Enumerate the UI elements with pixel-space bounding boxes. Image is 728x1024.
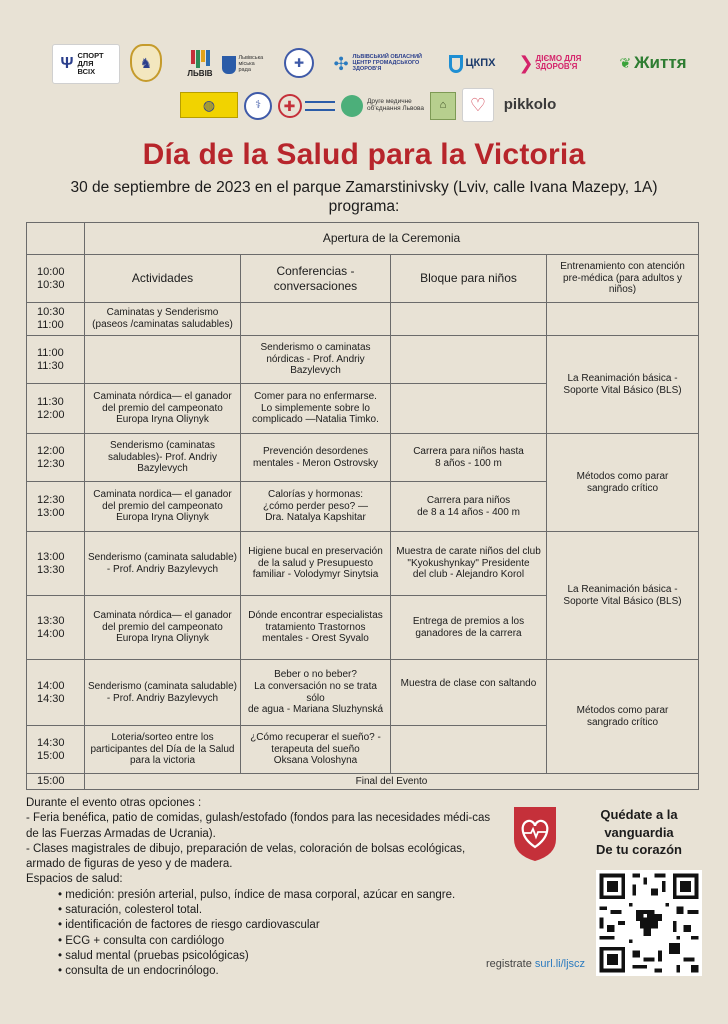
time-cell: 14:00 14:30 [27, 660, 85, 726]
notes-intro: Durante el evento otras opciones : [26, 797, 202, 809]
heart-ribbon-icon: ♡ [469, 94, 487, 115]
green-square-logo [430, 92, 456, 120]
diemo-logo [512, 48, 594, 78]
page-subtitle [0, 178, 728, 216]
sport-for-all-logo [52, 44, 120, 84]
qr-code-icon[interactable] [596, 870, 702, 976]
green-circle-icon [341, 95, 363, 117]
table-row [27, 660, 699, 726]
activity-cell: Loteria/sorteo entre los participantes del Día de la Salud para la victoria [85, 726, 241, 774]
talk-cell [241, 303, 391, 336]
health-spaces-label: Espacios de salud: [26, 873, 123, 886]
activity-cell: Senderismo (caminata saludable) - Prof. Andriy Bazylevych [85, 532, 241, 596]
trident-icon: Ψ [60, 54, 74, 72]
list-item: • consulta de un endocrinólogo. [58, 964, 496, 979]
list-item: • saturación, colesterol total. [58, 903, 496, 918]
activity-cell: Caminata nórdica— el ganador del premio del campeonato Europa Iryna Oliynyk [85, 384, 241, 434]
kids-cell: Muestra de clase con saltando [391, 660, 547, 726]
lviv-oblast-emblem-icon: ♞ [130, 44, 162, 82]
training-block-bleeding: Métodos como parar sangrado crítico [547, 434, 699, 532]
talk-cell: Calorías y hormonas: ¿cómo perder peso? — Dra. Natalya Kapshitar [241, 482, 391, 532]
activity-cell: Caminatas y Senderismo (paseos /caminatas saludables) [85, 303, 241, 336]
lviv-council-logo [220, 50, 268, 80]
table-row [27, 774, 699, 790]
leaf-icon: ❦ [619, 54, 632, 71]
time-cell: 15:00 [27, 774, 85, 790]
time-cell: 11:30 12:00 [27, 384, 85, 434]
page-title: Día de la Salud para la Victoria [142, 138, 586, 171]
training-cell [547, 303, 699, 336]
red-cross-icon: ✚ [278, 94, 302, 118]
cross-pattern-icon: ✣ [333, 53, 349, 74]
list-item: • medición: presión arterial, pulso, índice de masa corporal, azúcar en sangre. [58, 888, 496, 903]
hospital-lines-icon [305, 101, 335, 111]
register-text [486, 958, 585, 970]
table-row [27, 303, 699, 336]
register-label: registrate [486, 958, 532, 970]
medical-union-text: Друге медичне об'єднання Львова [367, 98, 425, 112]
shield-icon [449, 55, 463, 73]
partner-logos [0, 40, 728, 130]
activity-cell: Senderismo (caminata saludable) - Prof. Andriy Bazylevych [85, 660, 241, 726]
lviv-city-logo [184, 46, 216, 82]
table-row [27, 336, 699, 384]
table-row [27, 223, 699, 255]
hospital-logo [276, 92, 336, 120]
time-cell: 12:00 12:30 [27, 434, 85, 482]
arrow-bracket-icon: ❯ [518, 52, 534, 73]
zhyttia-logo [604, 50, 702, 76]
talk-cell: Comer para no enfermarse. Lo simplemente sobre lo complicado —Natalia Timko. [241, 384, 391, 434]
event-end: Final del Evento [85, 774, 699, 790]
notes-line: - Feria benéfica, patio de comidas, gulash/estofado (fondos para las necesidades médi-cas de las Fuerzas Armadas de Ucrania). [26, 812, 491, 840]
federation-logo [180, 92, 238, 118]
notes-line: - Clases magistrales de dibujo, preparación de velas, coloración de bolsas ecológicas, armado de figuras de yeso y de madera. [26, 842, 466, 871]
activity-cell: Caminata nordica— el ganador del premio del campeonato Europa Iryna Oliynyk [85, 482, 241, 532]
kids-cell [391, 384, 547, 434]
talk-cell: Higiene bucal en preservación de la salud y Presupuesto familiar - Volodymyr Sinytsia [241, 532, 391, 596]
sport-logo-text: СПОРТ ДЛЯ ВСІХ [77, 51, 104, 76]
cta-line: vanguardia [604, 824, 674, 840]
lviv-towers-icon [191, 50, 210, 68]
cta-line: De tu corazón [596, 842, 682, 857]
time-cell: 10:00 10:30 [27, 255, 85, 303]
university-emblem-icon: ✚ [284, 48, 314, 78]
kids-cell [391, 336, 547, 384]
health-center-text: ЛЬВІВСЬКИЙ ОБЛАСНИЙ ЦЕНТР ГРОМАДСЬКОГО ЗДОРОВ'Я [352, 54, 422, 72]
empty-cell [27, 223, 85, 255]
ckpx-text: ЦКПХ [465, 57, 496, 70]
medical-emblem-icon: ⚕ [244, 92, 272, 120]
heart-cta [568, 806, 710, 859]
opening-ceremony: Apertura de la Ceremonia [85, 223, 699, 255]
second-medical-union-logo [340, 92, 428, 120]
activity-cell: Senderismo (caminatas saludables)- Prof. Andriy Bazylevych [85, 434, 241, 482]
ckpx-logo [442, 48, 502, 80]
kids-cell: Carrera para niños de 8 a 14 años - 400 m [391, 482, 547, 532]
kids-cell [391, 303, 547, 336]
health-spaces-list [26, 888, 496, 980]
pillars-icon: ⌂ [439, 99, 447, 112]
list-item: • ECG + consulta con cardiólogo [58, 934, 496, 949]
heart-shield-icon [512, 805, 558, 863]
kids-cell: Carrera para niños hasta 8 años - 100 m [391, 434, 547, 482]
lviv-logo-text: ЛЬВІВ [187, 68, 213, 78]
heart-ribbon-logo [462, 88, 494, 122]
header-training: Entrenamiento con atención pre-médica (para adultos y niños) [547, 255, 699, 303]
time-cell: 13:00 13:30 [27, 532, 85, 596]
talk-cell: Senderismo o caminatas nórdicas - Prof. Andriy Bazylevych [241, 336, 391, 384]
public-health-center-logo [326, 50, 436, 78]
time-cell: 10:30 11:00 [27, 303, 85, 336]
talk-cell: Prevención desordenes mentales - Meron Ostrovsky [241, 434, 391, 482]
diemo-text: ДІЄМО ДЛЯ ЗДОРОВ'Я [535, 53, 582, 71]
header-talks: Conferencias - conversaciones [241, 255, 391, 303]
talk-cell: ¿Cómo recuperar el sueño? - terapeuta del sueño Oksana Voloshyna [241, 726, 391, 774]
globe-icon: ◍ [202, 96, 216, 113]
header-activities: Actividades [85, 255, 241, 303]
table-row [27, 532, 699, 596]
time-cell: 12:30 13:00 [27, 482, 85, 532]
time-cell: 11:00 11:30 [27, 336, 85, 384]
list-item: • identificación de factores de riesgo cardiovascular [58, 918, 496, 933]
list-item: • salud mental (pruebas psicológicas) [58, 949, 496, 964]
kids-cell: Muestra de carate niños del club "Kyokushynkay" Presidente del club - Alejandro Korol [391, 532, 547, 596]
zhyttia-text: Життя [634, 53, 687, 73]
program-label: programa: [328, 198, 400, 215]
header-kids: Bloque para niños [391, 255, 547, 303]
table-header-row [27, 255, 699, 303]
cta-line: Quédate a la [600, 807, 678, 822]
time-cell: 13:30 14:00 [27, 596, 85, 660]
activity-cell [85, 336, 241, 384]
table-row [27, 434, 699, 482]
kids-cell [391, 726, 547, 774]
talk-cell: Dónde encontrar especialistas tratamiento Trastornos mentales - Orest Syvalo [241, 596, 391, 660]
activity-cell: Caminata nórdica— el ganador del premio del campeonato Europa Iryna Oliynyk [85, 596, 241, 660]
training-block-bls: La Reanimación básica - Soporte Vital Básico (BLS) [547, 336, 699, 434]
event-date-location: 30 de septiembre de 2023 en el parque Zamarstinivsky (Lviv, calle Ivana Mazepy, 1A) [70, 179, 658, 196]
time-cell: 14:30 15:00 [27, 726, 85, 774]
pikkolo-text: pikkolo [503, 96, 557, 114]
talk-cell: Beber o no beber? La conversación no se trata sólo de agua - Mariana Sluzhynská [241, 660, 391, 726]
training-block-bls: La Reanimación básica - Soporte Vital Básico (BLS) [547, 532, 699, 660]
kids-cell: Entrega de premios a los ganadores de la carrera [391, 596, 547, 660]
register-link[interactable]: surl.li/ljscz [534, 958, 586, 970]
lion-shield-icon [222, 56, 236, 74]
event-notes [26, 796, 496, 980]
program-table [26, 222, 699, 790]
pikkolo-logo [498, 94, 562, 116]
training-block-bleeding: Métodos como parar sangrado crítico [547, 660, 699, 774]
lviv-council-text: Львівська міська рада [238, 55, 264, 73]
